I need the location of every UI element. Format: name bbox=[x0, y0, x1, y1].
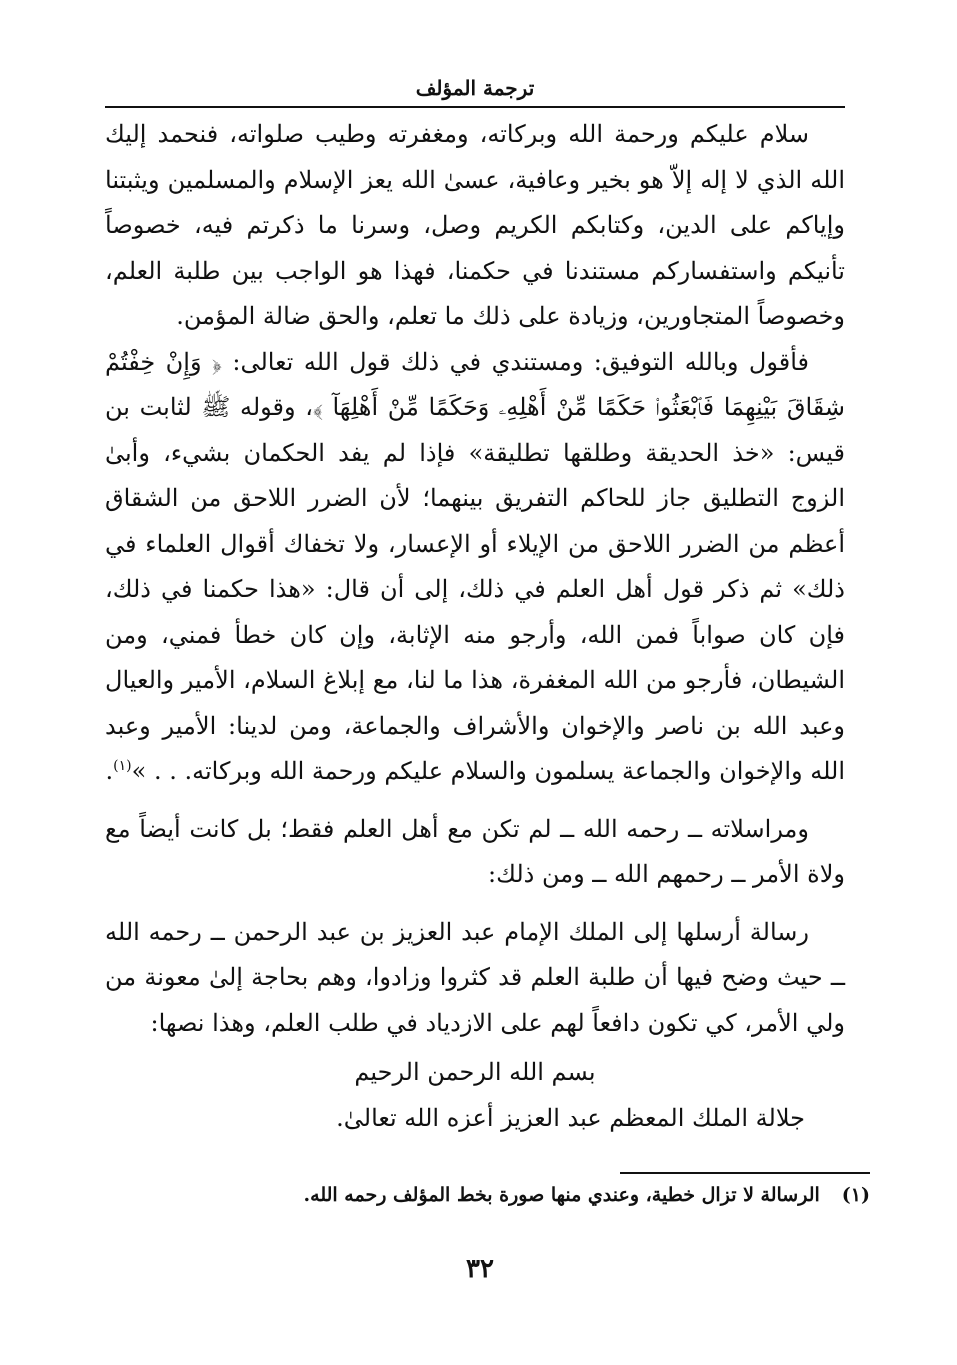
salutation: جلالة الملك المعظم عبد العزيز أعزه الله تعالىٰ. bbox=[336, 1103, 805, 1132]
paragraph-letter-opening: سلام عليكم ورحمة الله وبركاته، ومغفرته وطيب صلواته، فنحمد إليك الله الذي لا إله إلاّ هو بخير وعافية، عسىٰ الله يعز الإسلام والمسلمين ويثبتنا وإياكم على الدين، وكتابكم الكريم وصل، وسرنا ما ذكرتم فيه، خصوصاً تأنيكم واستفساركم مستندنا في حكمنا، فهذا هو الواجب بين طلبة العلم، وخصوصاً المتجاورين، وزيادة على ذلك ما تعلم، والحق ضالة المؤمن. bbox=[105, 120, 845, 330]
paragraph-correspondence: ومراسلاته ــ رحمه الله ــ لم تكن مع أهل العلم فقط؛ بل كانت أيضاً مع ولاة الأمر ــ رحمهم الله ــ ومن ذلك: bbox=[105, 814, 845, 888]
paragraph-ruling-text: فأقول وبالله التوفيق: ومستندي في ذلك قول الله تعالى: ﴿ وَإِنْ خِفْتُمْ شِقَاقَ بَيْنِهِمَا فَٱبْعَثُوا۟ حَكَمًا مِّنْ أَهْلِهِۦ وَحَكَمًا مِّنْ أَهْلِهَآ ﴾، وقوله ﷺ لثابت بن قيس: «خذ الحديقة وطلقها تطليقة» فإذا لم يفد الحكمان بشيء، وأبىٰ الزوج التطليق جاز للحاكم التفريق بينهما؛ لأن الضرر اللاحق من الشقاق أعظم من الضرر اللاحق من الإيلاء أو الإعسار، ولا تخفاك أقوال العلماء في ذلك» ثم ذكر قول أهل العلم في ذلك، إلى أن قال: «هذا حكمنا في ذلك، فإن كان صواباً فمن الله، وأرجو منه الإثابة، وإن كان خطأ فمني، ومن الشيطان، فأرجو من الله المغفرة، هذا ما لنا، مع إبلاغ السلام، الأمير والعيال وعبد الله بن ناصر والإخوان والأشراف والجماعة، ومن لدينا: الأمير وعبد الله والإخوان والجماعة يسلمون والسلام عليكم ورحمة الله وبركاته. . . » bbox=[105, 347, 845, 785]
paragraph-ruling-tail: . bbox=[105, 757, 114, 785]
footnote-text: الرسالة لا تزال خطية، وعندي منها صورة بخط المؤلف رحمه الله. bbox=[303, 1184, 820, 1206]
footnote-reference[interactable]: (١) bbox=[113, 758, 132, 774]
basmala: بسم الله الرحمن الرحيم bbox=[354, 1058, 596, 1086]
paragraph-ruling bbox=[105, 340, 845, 795]
paragraph-letter-to-king: رسالة أرسلها إلى الملك الإمام عبد العزيز بن عبد الرحمن ــ رحمه الله ــ حيث وضح فيها أن طلبة العلم قد كثروا وزادوا، وهم بحاجة إلىٰ معونة من ولي الأمر، كي تكون دافعاً لهم على الازدياد في طلب العلم، وهذا نصها: bbox=[105, 917, 845, 1037]
running-header: ترجمة المؤلف bbox=[415, 76, 535, 100]
page-number: ٣٢ bbox=[466, 1254, 494, 1284]
footnote bbox=[105, 1184, 870, 1206]
footnote-marker: (١) bbox=[841, 1184, 870, 1206]
header-divider bbox=[105, 106, 845, 108]
footnote-divider bbox=[620, 1172, 870, 1174]
main-text bbox=[105, 112, 845, 1141]
